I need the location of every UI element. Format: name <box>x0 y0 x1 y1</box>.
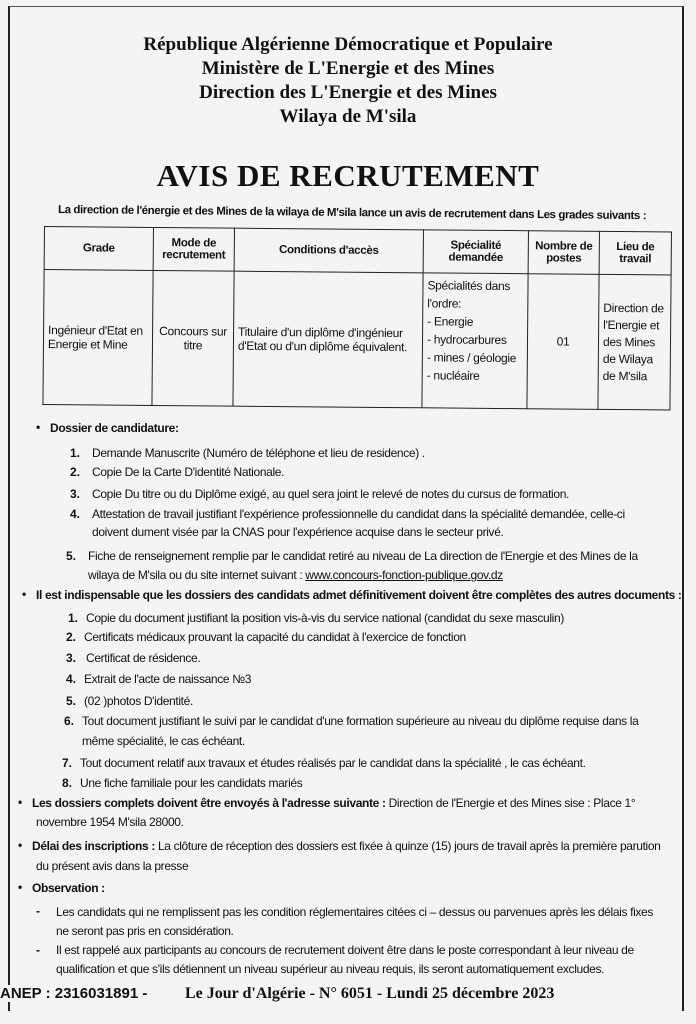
dossier-item-cont <box>88 568 503 583</box>
specialite-item: - mines / géologie <box>426 350 517 366</box>
website-link[interactable]: www.concours-fonction-publique.gov.dz <box>305 568 503 582</box>
item-number: 4. <box>66 672 77 686</box>
table-header-row <box>44 227 671 275</box>
dash-icon: - <box>36 943 40 957</box>
item-number: 3. <box>66 651 77 665</box>
item-number: 5. <box>66 694 77 708</box>
complement-item: Tout document justifiant le suivi par le candidat d'une formation supérieure au niveau du diplôme requise dans la <box>82 714 639 728</box>
anep-reference: ANEP : 2316031891 - <box>0 985 153 1002</box>
delai-line <box>32 839 661 854</box>
bullet-icon: • <box>18 795 23 809</box>
col-mode: Mode de recrutement <box>153 227 234 271</box>
table-row <box>43 270 671 410</box>
specialite-item: - Energie <box>427 314 474 329</box>
complement-item: (02 )photos D'identité. <box>84 694 193 708</box>
dossier-item-text: wilaya de M'sila ou du site internet suivant : <box>88 568 306 582</box>
complements-heading: Il est indispensable que les dossiers des candidats admet définitivement doivent être complètes des autres documents : <box>36 588 682 602</box>
page-title: AVIS DE RECRUTEMENT <box>156 158 540 193</box>
dossier-item: Attestation de travail justifiant l'expérience professionnelle du candidat dans la spécialité demandée, celle-ci <box>92 507 625 521</box>
delai-label: Délai des inscriptions : <box>32 839 155 853</box>
dossier-item: Fiche de renseignement remplie par le candidat retiré au niveau de La direction de l'Energie et des Mines de la <box>88 549 638 563</box>
complement-item: Certificat de résidence. <box>86 651 201 665</box>
dossier-item-cont: doivent dument visée par la CNAS pour l'expérience acquise dans le secteur privé. <box>92 525 504 539</box>
cell-conditions: Titulaire d'un diplôme d'ingénieur d'Etat ou d'un diplôme équivalent. <box>233 271 423 408</box>
header-line-4: Wilaya de M'sila <box>279 106 417 127</box>
complement-item: Certificats médicaux prouvant la capacité du candidat à l'exercice de fonction <box>84 630 466 644</box>
recruitment-table <box>42 226 672 410</box>
cell-mode: Concours sur titre <box>152 270 234 406</box>
col-nombre: Nombre de postes <box>528 231 599 275</box>
item-number: 7. <box>62 756 73 770</box>
bullet-icon: • <box>18 838 23 852</box>
envoi-line <box>32 796 635 811</box>
item-number: 3. <box>70 487 81 501</box>
intro-text: La direction de l'énergie et des Mines de la wilaya de M'sila lance un avis de recrutement dans Les grades suivants : <box>57 204 647 223</box>
newspaper-reference: Le Jour d'Algérie - N° 6051 - Lundi 25 décembre 2023 <box>185 985 555 1002</box>
envoi-label: Les dossiers complets doivent être envoyés à l'adresse suivante : <box>32 796 386 810</box>
item-number: 2. <box>66 630 77 644</box>
dossier-heading: Dossier de candidature: <box>50 421 179 435</box>
complement-item: Tout document relatif aux travaux et études réalisés par le candidat dans la spécialité , le cas échéant. <box>80 756 586 770</box>
bullet-icon: • <box>36 420 41 434</box>
cell-lieu: Direction de l'Energie et des Mines de Wilaya de M'sila <box>598 274 671 410</box>
complement-item: Une fiche familiale pour les candidats mariés <box>80 776 303 790</box>
col-lieu: Lieu de travail <box>599 231 671 275</box>
specialite-item: - hydrocarbures <box>426 332 507 348</box>
item-number: 5. <box>66 549 77 563</box>
header-line-3: Direction des L'Energie et des Mines <box>199 82 497 103</box>
delai-text: La clôture de réception des dossiers est fixée à quinze (15) jours de travail après la première parution <box>154 839 661 853</box>
envoi-text: Direction de l'Energie et des Mines sise : Place 1° <box>385 796 636 810</box>
item-number: 4. <box>70 507 81 521</box>
header-line-1: République Algérienne Démocratique et Populaire <box>143 34 553 55</box>
specialite-intro: Spécialités dans l'ordre: <box>427 278 511 311</box>
dossier-item: Demande Manuscrite (Numéro de téléphone et lieu de residence) . <box>92 446 425 460</box>
item-number: 1. <box>68 611 79 625</box>
observation-item-cont: qualification et que s'ils détiennent un niveau supérieur au niveau requis, ils seront automatiquement excludes. <box>56 962 605 976</box>
col-grade: Grade <box>44 227 153 271</box>
cell-nombre: 01 <box>527 274 599 410</box>
dossier-item: Copie De la Carte D'identité Nationale. <box>92 465 285 479</box>
envoi-line-2: novembre 1954 M'sila 28000. <box>36 815 184 829</box>
delai-line-2: du présent avis dans la presse <box>36 859 189 873</box>
col-conditions: Conditions d'accès <box>234 228 423 273</box>
cell-grade: Ingénieur d'Etat en Energie et Mine <box>43 270 153 406</box>
observation-item: Il est rappelé aux participants au concours de recrutement doivent être dans le poste correspondant à leur niveau de <box>56 943 634 957</box>
col-specialite: Spécialité demandée <box>423 230 528 274</box>
complement-item: Copie du document justifiant la position vis-à-vis du service national (candidat du sexe masculin) <box>86 611 564 625</box>
complement-item-cont: même spécialité, le cas échéant. <box>82 734 245 748</box>
item-number: 2. <box>70 465 81 479</box>
observation-heading: Observation : <box>32 881 105 895</box>
item-number: 8. <box>62 776 73 790</box>
bullet-icon: • <box>22 587 27 601</box>
dossier-item: Copie Du titre ou du Diplôme exigé, au quel sera joint le relevé de notes du cursus de formation. <box>92 487 570 501</box>
observation-item-cont: ne seront pas pris en considération. <box>56 924 234 938</box>
item-number: 6. <box>64 714 75 728</box>
header-line-2: Ministère de L'Energie et des Mines <box>201 58 495 79</box>
item-number: 1. <box>70 446 81 460</box>
observation-item: Les candidats qui ne remplissent pas les condition réglementaires citées ci – dessus ou parvenues après les délais fixes <box>56 905 654 919</box>
bullet-icon: • <box>18 880 23 894</box>
cell-specialite <box>422 273 528 409</box>
complement-item: Extrait de l'acte de naissance №3 <box>84 672 252 686</box>
dash-icon: - <box>36 904 40 918</box>
specialite-item: - nucléaire <box>426 368 480 383</box>
